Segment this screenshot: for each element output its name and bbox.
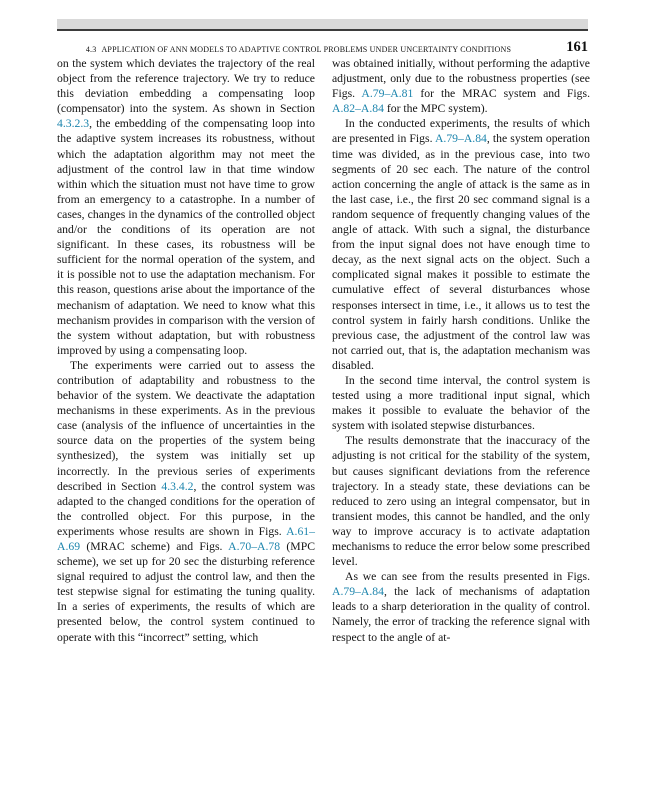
cross-reference-link[interactable]: A.79–A.81 [361,87,414,101]
text-column-left [57,56,315,645]
paragraph: The results demonstrate that the inaccuracy of the adjusting is not critical for the stability of the system, but causes significant deviations from the reference trajectory. In a steady state, these deviations can be reduced to zero using an integral compensator, but in transient modes, this cannot be handled, and the only way to improve accuracy is to activate adaptation mechanisms to reduce the error below some prescribed level. [332,434,590,569]
paragraph: As we can see from the results presented in Figs. A.79–A.84, the lack of mechanisms of adaptation leads to a sharp deterioration in the quality of control. Namely, the error of tracking the reference signal with respect to the angle of at- [332,570,590,644]
paragraph: In the second time interval, the control system is tested using a more traditional input signal, which makes it possible to evaluate the behavior of the system with isolated stepwise disturbances. [332,373,590,433]
paragraph: was obtained initially, without performing the adaptive adjustment, only due to the robustness properties (see Figs. A.79–A.81 for the MRAC system and Figs. A.82–A.84 for the MPC system). [332,57,590,116]
running-header [57,39,588,57]
section-number: 4.3 [85,45,97,54]
cross-reference-link[interactable]: 4.3.2.3 [57,117,90,131]
running-title [57,45,540,54]
cross-reference-link[interactable]: 4.3.4.2 [161,479,194,493]
paragraph: on the system which deviates the trajectory of the real object from the reference trajectory. We try to reduce this deviation embedding a compensating loop (compensator) into the system. As shown in Section 4.3.2.3, the embedding of the compensating loop into the adaptive system increases its robustness, without which the adaptation algorithm may not meet the adjustment of the control law in that time window within which the situation must not have time to grow from an emergency to a catastrophe. In a number of cases, changes in the dynamics of the controlled object and/or the conditions of its operation are not significant. In these cases, its robustness will be sufficient for the normal operation of the system, and it is possible not to use the adaptation mechanism. For this reason, questions arise about the importance of the mechanism of adaptation. We need to know what this mechanism provides in comparison with the version of the system without adaptation, but with robustness improved by using a compensating loop. [57,57,315,357]
cross-reference-link[interactable]: A.79–A.84 [332,585,384,599]
cross-reference-link[interactable]: A.82–A.84 [332,102,384,116]
paragraph: The experiments were carried out to assess the contribution of adaptability and robustness to the behavior of the system. We deactivate the adaptation mechanisms in these experiments. As in the previous case (analysis of the influence of uncertainties in the source data on the properties of the system being synthesized), the system was initially set up incorrectly. In the previous series of experiments described in Section 4.3.4.2, the control system was adapted to the changed conditions for the operation of the controlled object. For this purpose, in the experiments whose results are shown in Figs. A.61–A.69 (MRAC scheme) and Figs. A.70–A.78 (MPC scheme), we set up for 20 sec the disturbing reference signal required to adjust the control law, and then the test stepwise signal for estimating the tuning quality. In a series of experiments, the results of which are presented below, the control system continued to operate with this “incorrect” setting, which [57,358,316,644]
cross-reference-link[interactable]: A.61–A.69 [57,524,315,553]
paragraph: In the conducted experiments, the results of which are presented in Figs. A.79–A.84, the system operation time was divided, as in the previous case, into two segments of 20 sec each. The nature of the control action concerning the angle of attack is the same as in the last case, i.e., the first 20 sec command signal is a random sequence of frequently changing values of the angle of attack. With such a signal, the disturbance from the input signal does not have enough time to decay, as the next signal acts on the object. Such a complicated signal makes it possible to estimate the cumulative effect of several disturbances whose responses intersect in time, i.e., it allows us to test the control system in fairly harsh conditions. Unlike the previous case, the adjustment of the control law was not carried out, that is, the adaptation mechanism was disabled. [332,117,590,372]
header-band [57,19,588,31]
page-number: 161 [566,39,588,55]
cross-reference-link[interactable]: A.70–A.78 [228,540,281,553]
running-title-text: APPLICATION OF ANN MODELS TO ADAPTIVE CONTROL PROBLEMS UNDER UNCERTAINTY CONDITIONS [101,45,512,54]
cross-reference-link[interactable]: A.79–A.84 [434,132,487,146]
text-column-right [332,56,590,645]
